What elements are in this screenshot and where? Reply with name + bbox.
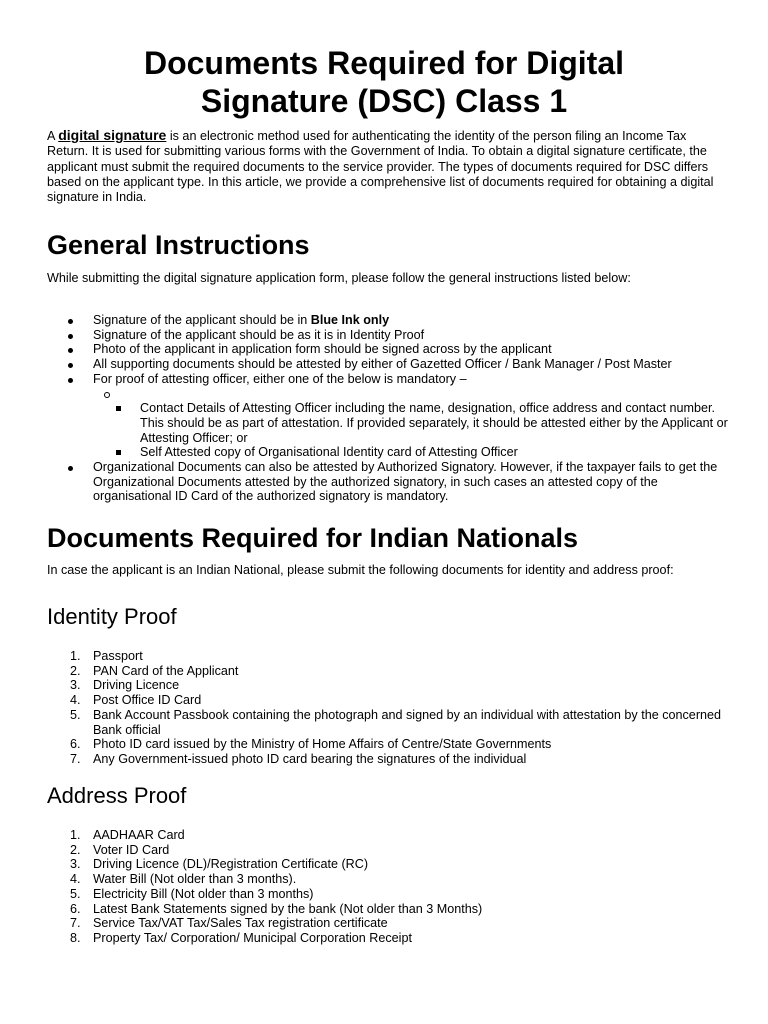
square-bullet-icon: [116, 406, 121, 411]
list-item: 8. Property Tax/ Corporation/ Municipal Corporation Receipt: [70, 930, 412, 945]
list-item: 7. Service Tax/VAT Tax/Sales Tax registration certificate: [70, 916, 388, 931]
list-item: 5. Bank Account Passbook containing the photograph and signed by an individual with attestation by the concerned Bank official: [70, 707, 722, 737]
bullet-icon: [68, 466, 73, 471]
list-item: 1. Passport: [70, 649, 143, 663]
list-item: 3. Driving Licence: [70, 678, 180, 693]
bullet-icon: [68, 378, 73, 383]
indian-nationals-heading: Documents Required for Indian Nationals: [47, 523, 579, 553]
intro-text: is an electronic method used for authenticating the identity of the person filing an Income Tax Return. It is used for submitting various forms with the Government of India. To obtain a digital signature certificate, the applicant must submit the required documents to the service provider. The types of documents required for DSC differs based on the applicant type. In this article, we provide a comprehensive list of documents required for obtaining a digital signature in India.: [47, 129, 714, 205]
indian-nationals-lead: In case the applicant is an Indian National, please submit the following documents for identity and address proof:: [47, 563, 674, 577]
list-item: Contact Details of Attesting Officer including the name, designation, office address and contact number. This should be as part of attestation. If provided separately, it should be attested either by the Applicant or Attesting Officer; or: [47, 401, 731, 445]
identity-proof-heading: Identity Proof: [47, 604, 177, 629]
bullet-icon: [68, 319, 73, 324]
list-item: 7. Any Government-issued photo ID card bearing the signatures of the individual: [70, 751, 527, 766]
title-line-1: Documents Required for Digital: [143, 45, 625, 81]
blue-ink-emphasis: Blue Ink only: [310, 313, 390, 327]
list-item: Signature of the applicant should be in Blue Ink only: [47, 313, 731, 328]
bullet-icon: [68, 363, 73, 368]
square-bullet-icon: [116, 450, 121, 455]
list-item: 2. Voter ID Card: [70, 842, 170, 857]
empty-circle-item: [47, 387, 731, 402]
general-instructions-heading: General Instructions: [47, 230, 310, 260]
list-item: Photo of the applicant in application form should be signed across by the applicant: [47, 342, 731, 357]
address-proof-list: [47, 828, 737, 946]
list-item: 5. Electricity Bill (Not older than 3 months): [70, 886, 314, 901]
list-item: 2. PAN Card of the Applicant: [70, 663, 239, 678]
digital-signature-link[interactable]: digital signature: [58, 127, 167, 143]
address-proof-heading: Address Proof: [47, 783, 187, 808]
list-item: 6. Latest Bank Statements signed by the bank (Not older than 3 Months): [70, 901, 483, 916]
intro-prefix: A: [47, 129, 59, 143]
general-instructions-lead: While submitting the digital signature application form, please follow the general instructions listed below:: [47, 271, 631, 285]
list-item: For proof of attesting officer, either one of the below is mandatory –: [47, 372, 731, 387]
intro-paragraph: [47, 128, 727, 205]
title-line-2: Signature (DSC) Class 1: [200, 83, 568, 119]
bullet-icon: [68, 348, 73, 353]
list-item: 1. AADHAAR Card: [70, 828, 185, 842]
list-item: Self Attested copy of Organisational Identity card of Attesting Officer: [47, 445, 731, 460]
page-title: [60, 44, 708, 120]
general-instructions-list: [47, 313, 731, 504]
identity-proof-list: [47, 649, 737, 767]
list-item: 4. Post Office ID Card: [70, 693, 202, 708]
list-item: Organizational Documents can also be attested by Authorized Signatory. However, if the taxpayer fails to get the Organizational Documents attested by the authorized signatory, in such cases an attested copy of the organisational ID Card of the authorized signatory is mandatory.: [47, 460, 731, 504]
circle-bullet-icon: [104, 392, 110, 398]
list-item: 6. Photo ID card issued by the Ministry of Home Affairs of Centre/State Governments: [70, 737, 552, 752]
list-item: 4. Water Bill (Not older than 3 months).: [70, 872, 297, 887]
list-item: Signature of the applicant should be as it is in Identity Proof: [47, 328, 731, 343]
attesting-proof-options: [47, 401, 731, 460]
list-item: All supporting documents should be attested by either of Gazetted Officer / Bank Manager / Post Master: [47, 357, 731, 372]
bullet-icon: [68, 334, 73, 339]
nested-list: [47, 387, 731, 461]
list-item: 3. Driving Licence (DL)/Registration Certificate (RC): [70, 857, 369, 872]
